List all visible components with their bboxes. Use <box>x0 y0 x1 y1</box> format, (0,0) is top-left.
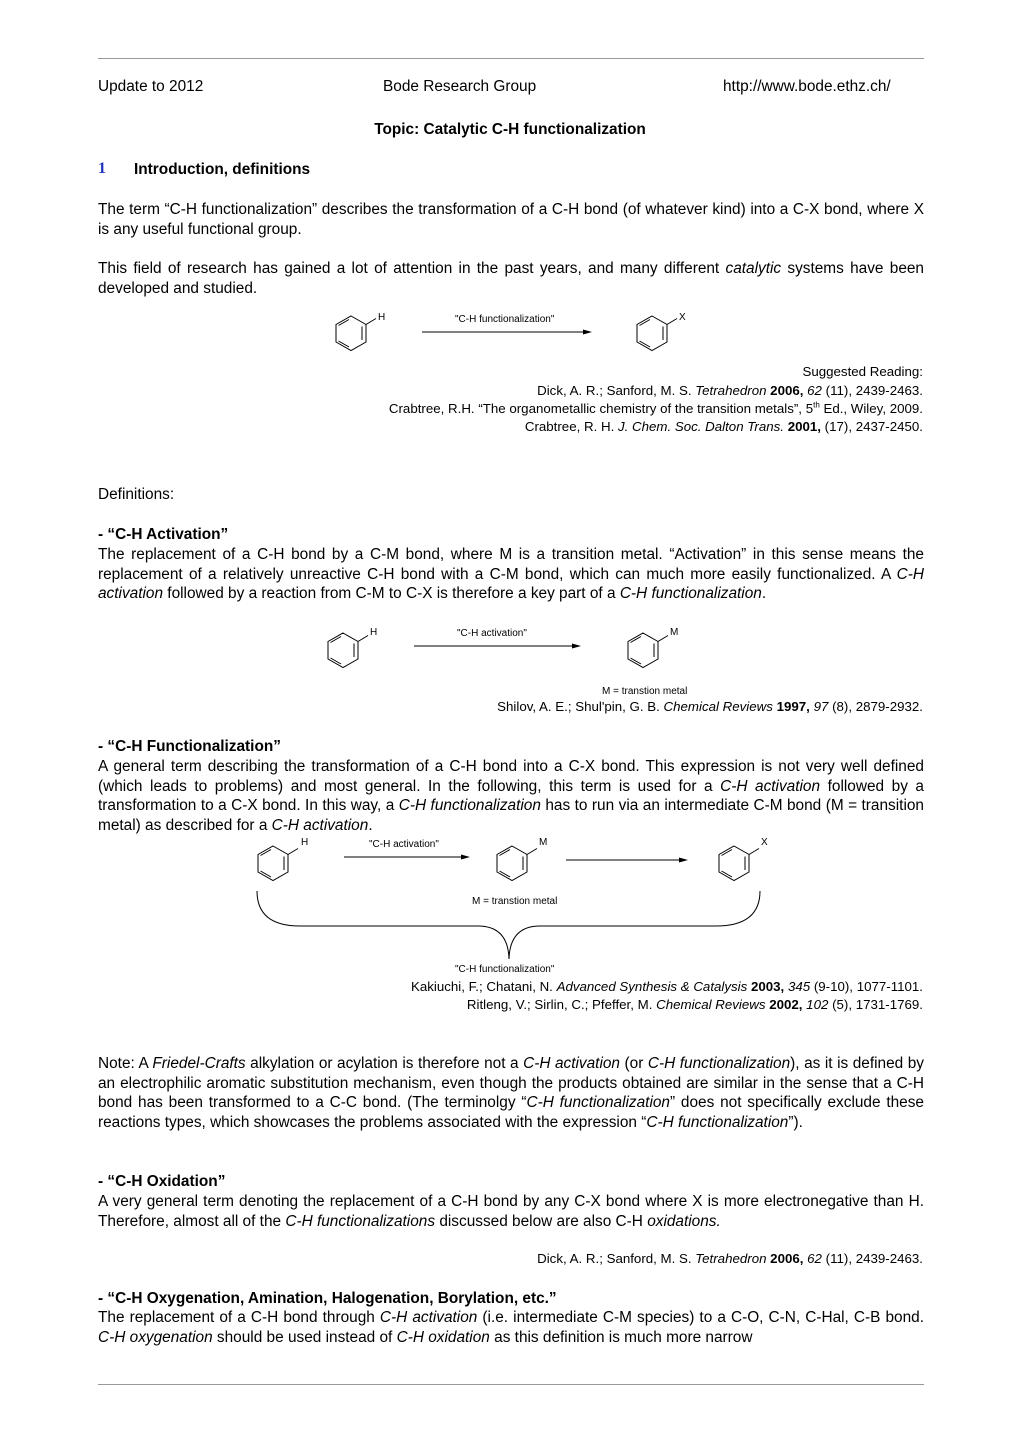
heading-ch-oxidation: - “C-H Oxidation” <box>98 1173 226 1190</box>
footer-rule <box>98 1384 924 1385</box>
heading-ch-activation: - “C-H Activation” <box>98 526 229 543</box>
intro-paragraph-2: This field of research has gained a lot of attention in the past years, and many different catalytic systems have been developed and studied. <box>98 260 924 297</box>
scheme-ch-functionalization <box>320 305 700 360</box>
header-center: Bode Research Group <box>383 78 537 95</box>
intro-paragraph-1: The term “C-H functionalization” describes the transformation of a C-H bond (of whatever kind) into a C-X bond, where X is any useful functional group. <box>98 201 924 238</box>
definition-ch-activation: The replacement of a C-H bond by a C-M bond, where M is a transition metal. “Activation” in this sense means the replacement of a relatively unreactive C-H bond with a C-M bond, which can much more easily functionalized. A C-H activation followed by a reaction from C-M to C-X is therefore a key part of a C-H functionalization. <box>98 546 924 603</box>
atom-label: X <box>679 312 686 323</box>
benzene-ring-3 <box>719 846 759 881</box>
reference-ritleng: Ritleng, V.; Sirlin, C.; Pfeffer, M. Chemical Reviews 2002, 102 (5), 1731-1769. <box>466 997 923 1012</box>
atom-label: M <box>539 837 548 848</box>
reference-kakiuchi: Kakiuchi, F.; Chatani, N. Advanced Synthesis & Catalysis 2003, 345 (9-10), 1077-1101. <box>410 979 923 994</box>
definitions-title: Definitions: <box>98 486 175 503</box>
heading-ch-functionalization: - “C-H Functionalization” <box>98 738 281 755</box>
note-paragraph: Note: A Friedel-Crafts alkylation or acylation is therefore not a C-H activation (or C-H functionalization), as it is defined by an electrophilic aromatic substitution mechanism, even though the products obtained are similar in the sense that a C-H bond has been transformed to a C-C bond. (The terminolgy “C-H functionalization” does not specifically exclude these reactions types, which showcases the problems associated with the expression “C-H functionalization”). <box>98 1055 924 1132</box>
benzene-ring-1 <box>258 846 298 881</box>
benzene-ring-left <box>336 316 376 351</box>
header-left: Update to 2012 <box>98 78 204 95</box>
definition-ch-functionalization: A general term describing the transformation of a C-H bond into a C-X bond. This expression is not very well defined (which leads to problems) and most general. In the following, this term is used for a C-H activation followed by a transformation to a C-X bond. In this way, a C-H functionalization has to run via an intermediate C-M bond (M = transition metal) as described for a C-H activation. <box>98 758 924 835</box>
reference-dick-2: Dick, A. R.; Sanford, M. S. Tetrahedron 2006, 62 (11), 2439-2463. <box>537 1251 923 1266</box>
brace-label: "C-H functionalization" <box>455 964 555 975</box>
arrow-label: "C-H activation" <box>369 839 439 850</box>
section-number: 1 <box>98 160 106 177</box>
benzene-ring-right <box>628 633 668 668</box>
benzene-ring-2 <box>497 846 537 881</box>
arrow-label: "C-H activation" <box>457 628 527 639</box>
header-rule <box>98 58 924 59</box>
atom-label: M <box>670 627 679 638</box>
scheme-note: M = transtion metal <box>472 896 558 907</box>
arrow-head <box>461 855 470 860</box>
scheme-ch-functionalization-pathway <box>240 833 780 978</box>
header-url[interactable]: http://www.bode.ethz.ch/ <box>723 78 891 95</box>
definition-ch-oxygenation: The replacement of a C-H bond through C-H activation (i.e. intermediate C-M species) to a C-O, C-N, C-Hal, C-B bond. C-H oxygenation should be used instead of C-H oxidation as this definition is much more narrow <box>98 1309 924 1346</box>
page-title: Topic: Catalytic C-H functionalization <box>374 121 646 138</box>
arrow-head <box>679 858 688 863</box>
arrow-label: "C-H functionalization" <box>455 314 555 325</box>
atom-label: X <box>761 837 768 848</box>
atom-label: H <box>370 627 378 638</box>
scheme-note: M = transtion metal <box>602 686 688 697</box>
definition-ch-oxidation: A very general term denoting the replacement of a C-H bond by any C-X bond where X is more electronegative than H. Therefore, almost all of the C-H functionalizations discussed below are also C-H oxidations. <box>98 1193 924 1230</box>
atom-label: H <box>378 312 386 323</box>
section-title: Introduction, definitions <box>134 161 311 178</box>
reference-dick: Dick, A. R.; Sanford, M. S. Tetrahedron 2006, 62 (11), 2439-2463. <box>537 383 923 398</box>
suggested-reading-title: Suggested Reading: <box>802 364 923 379</box>
reference-crabtree-dalton: Crabtree, R. H. J. Chem. Soc. Dalton Trans. 2001, (17), 2437-2450. <box>524 419 923 434</box>
arrow-head <box>572 644 581 649</box>
benzene-ring-right <box>637 316 677 351</box>
atom-label: H <box>301 837 309 848</box>
reference-crabtree-book: Crabtree, R.H. “The organometallic chemistry of the transition metals”, 5th Ed., Wiley, 2009. <box>388 400 923 416</box>
arrow-head <box>583 330 592 335</box>
scheme-ch-activation <box>312 622 702 697</box>
reference-shilov: Shilov, A. E.; Shul'pin, G. B. Chemical Reviews 1997, 97 (8), 2879-2932. <box>497 699 923 714</box>
benzene-ring-left <box>328 633 368 668</box>
heading-ch-oxygenation: - “C-H Oxygenation, Amination, Halogenation, Borylation, etc.” <box>98 1290 557 1307</box>
